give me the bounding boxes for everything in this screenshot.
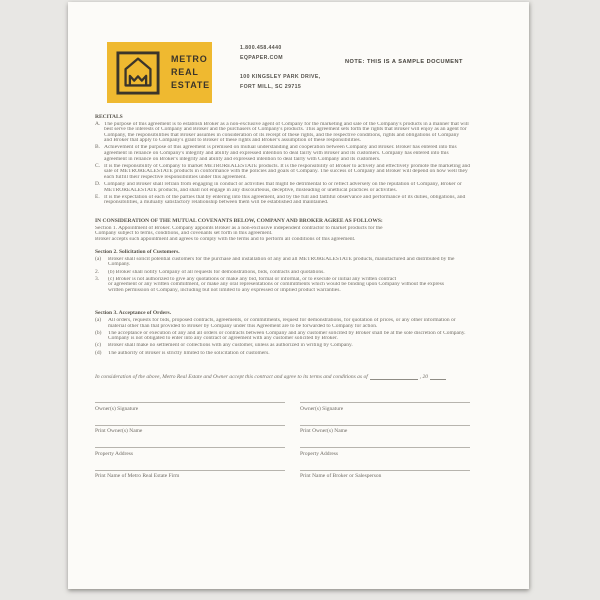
section-3-item-c: (c) Broker shall make no settlement or collections with any customer, unless as authorized in writing by Company. (95, 342, 353, 349)
section-2-item-b: 2. (b) Broker shall notify Company of all requests for demonstrations, bids, contracts and quotations. (95, 268, 325, 275)
signature-row-4 (95, 470, 519, 493)
phone-number: 1.800.458.4440 (240, 45, 282, 51)
brand-line-2: REAL (171, 67, 199, 77)
signature-field: Owner(s) Signature (95, 402, 285, 425)
signature-field: Print Name of Metro Real Estate Firm (95, 470, 285, 493)
recital-item-d: D. Company and Broker shall refrain from engaging in conduct or activities that might be detrimental to or reflect adversely on the reputation of Company, Broker or METROREALESTATE products, and shall not engage in any discourteous, deceptive, misleading or unethical practices or activities. (95, 181, 462, 193)
section-3-heading: Section 3. Acceptance of Orders. (95, 310, 172, 317)
recital-item-b: B. Achievement of the purpose of this agreement is premised on mutual understanding and cooperation between Company and Broker. Broker has entered into this agreement in reliance on Company's integrity and ability and expressed intention to deal fairly with Broker and its customers. Company has entered into this agreement in reliance on Broker's integrity and ability and expressed intention to deal fairly with Company and its customers. (95, 144, 457, 162)
acceptance-year-prefix: , 20 (419, 373, 428, 380)
section-2-item-c: 3. (c) Broker is not authorized to give any quotations or make any bid, formal or informal, or to execute or initial any written contract or agreement or any written commitment, or make any oral representations or commitments which would be binding upon Company without the express written permission of Company, including but not limited to any expressed or implied product warranties. (95, 275, 445, 293)
signature-row-2 (95, 425, 519, 448)
section-2-heading: Section 2. Solicitation of Customers. (95, 249, 180, 256)
document-page (68, 2, 529, 589)
covenants-heading: IN CONSIDERATION OF THE MUTUAL COVENANTS BELOW, COMPANY AND BROKER AGREE AS FOLLOWS: (95, 217, 383, 224)
signature-field: Property Address (300, 447, 470, 470)
address-line-1: 100 KINGSLEY PARK DRIVE, (240, 74, 321, 80)
signature-field: Print Name of Broker or Salesperson (300, 470, 470, 493)
section-2-item-a: (a) Broker shall solicit potential customers for the purchase and installation of any and all METROREALESTATE products, manufactured and distributed by the Company. (95, 255, 455, 268)
contact-block (240, 43, 321, 92)
address-line-2: FORT MILL, SC 29715 (240, 84, 302, 90)
signature-field: Print Owner(s) Name (95, 425, 285, 448)
section-1-text: Section 1. Appointment of Broker. Company appoints Broker as a non-exclusive independent contractor to market products for the Company subject to terms, conditions, and covenants set forth in this agreement. Broker accepts such appointment and agrees to comply with the terms and to perform all conditions of this agreement. (95, 225, 383, 242)
signature-row-1 (95, 402, 519, 425)
recital-item-a: A. The purpose of this agreement is to establish Broker as a non-exclusive agent of Company for the marketing and sale of the Company's products in a manner that will best serve the interests of Company and Broker and the purchasers of Company's products. This agreement sets forth the rights that Broker will enjoy as an agent for Company, the responsibilities that Broker assumes in consideration of its receipt of these rights, and the respective conditions, rights and obligations of Company and Broker that apply to Company's grant to Broker of these rights and Broker's assumption of these responsibilities. (95, 120, 469, 144)
brand-logo (107, 42, 212, 103)
contract-body (95, 115, 519, 380)
recital-item-e: E. It is the expectation of each of the parties that by entering into this agreement, and by the full and faithful observance and performance of its duties, obligations, and responsibilities, a mutually satisfactory relationship between them will be established and maintained. (95, 193, 466, 206)
recitals-heading: RECITALS (95, 114, 123, 120)
sample-document-note: NOTE: THIS IS A SAMPLE DOCUMENT (345, 59, 463, 65)
signature-field: Property Address (95, 447, 285, 470)
acceptance-clause (95, 374, 519, 380)
signature-field: Owner(s) Signature (300, 402, 470, 425)
recital-item-c: C. It is the responsibility of Company to market METROREALESTATE products. It is the responsibility of Broker to actively and effectively promote the marketing and sale of METROREALESTATE products in conformance with the policies and goals of Company. The success of Company and Broker will depend on how well they each fulfill their respective responsibilities under this agreement. (95, 162, 471, 180)
signature-row-3 (95, 447, 519, 470)
signature-field: Print Owner(s) Name (300, 425, 470, 448)
brand-name (171, 53, 210, 92)
website: EQPAPER.COM (240, 55, 283, 61)
date-blank-field (370, 374, 418, 380)
brand-line-1: METRO (171, 54, 208, 64)
house-m-icon (116, 51, 160, 95)
acceptance-text: In consideration of the above, Metro Real Estate and Owner accept this contract and agree to its terms and conditions as of (95, 373, 368, 380)
brand-line-3: ESTATE (171, 80, 210, 90)
section-3-item-d: (d) The authority of Broker is strictly limited to the solicitation of customers. (95, 349, 270, 356)
section-3-item-a: (a) All orders, requests for bids, proposed contracts, agreements, or commitments, request for demonstrations, for quotation of prices, or any other information or material other than that provided to Broker by Company under this Agreement are to be forwarded to Company for action. (95, 317, 456, 329)
signature-section (95, 402, 519, 492)
year-blank-field (430, 374, 446, 380)
section-3-item-b: (b) The acceptance or execution of any and all orders or contracts between Company and any customer solicited by Broker shall be at the sole discretion of Company. Company is not obligated to enter into any contract or agreement with any customer solicited by Broker. (95, 329, 466, 342)
